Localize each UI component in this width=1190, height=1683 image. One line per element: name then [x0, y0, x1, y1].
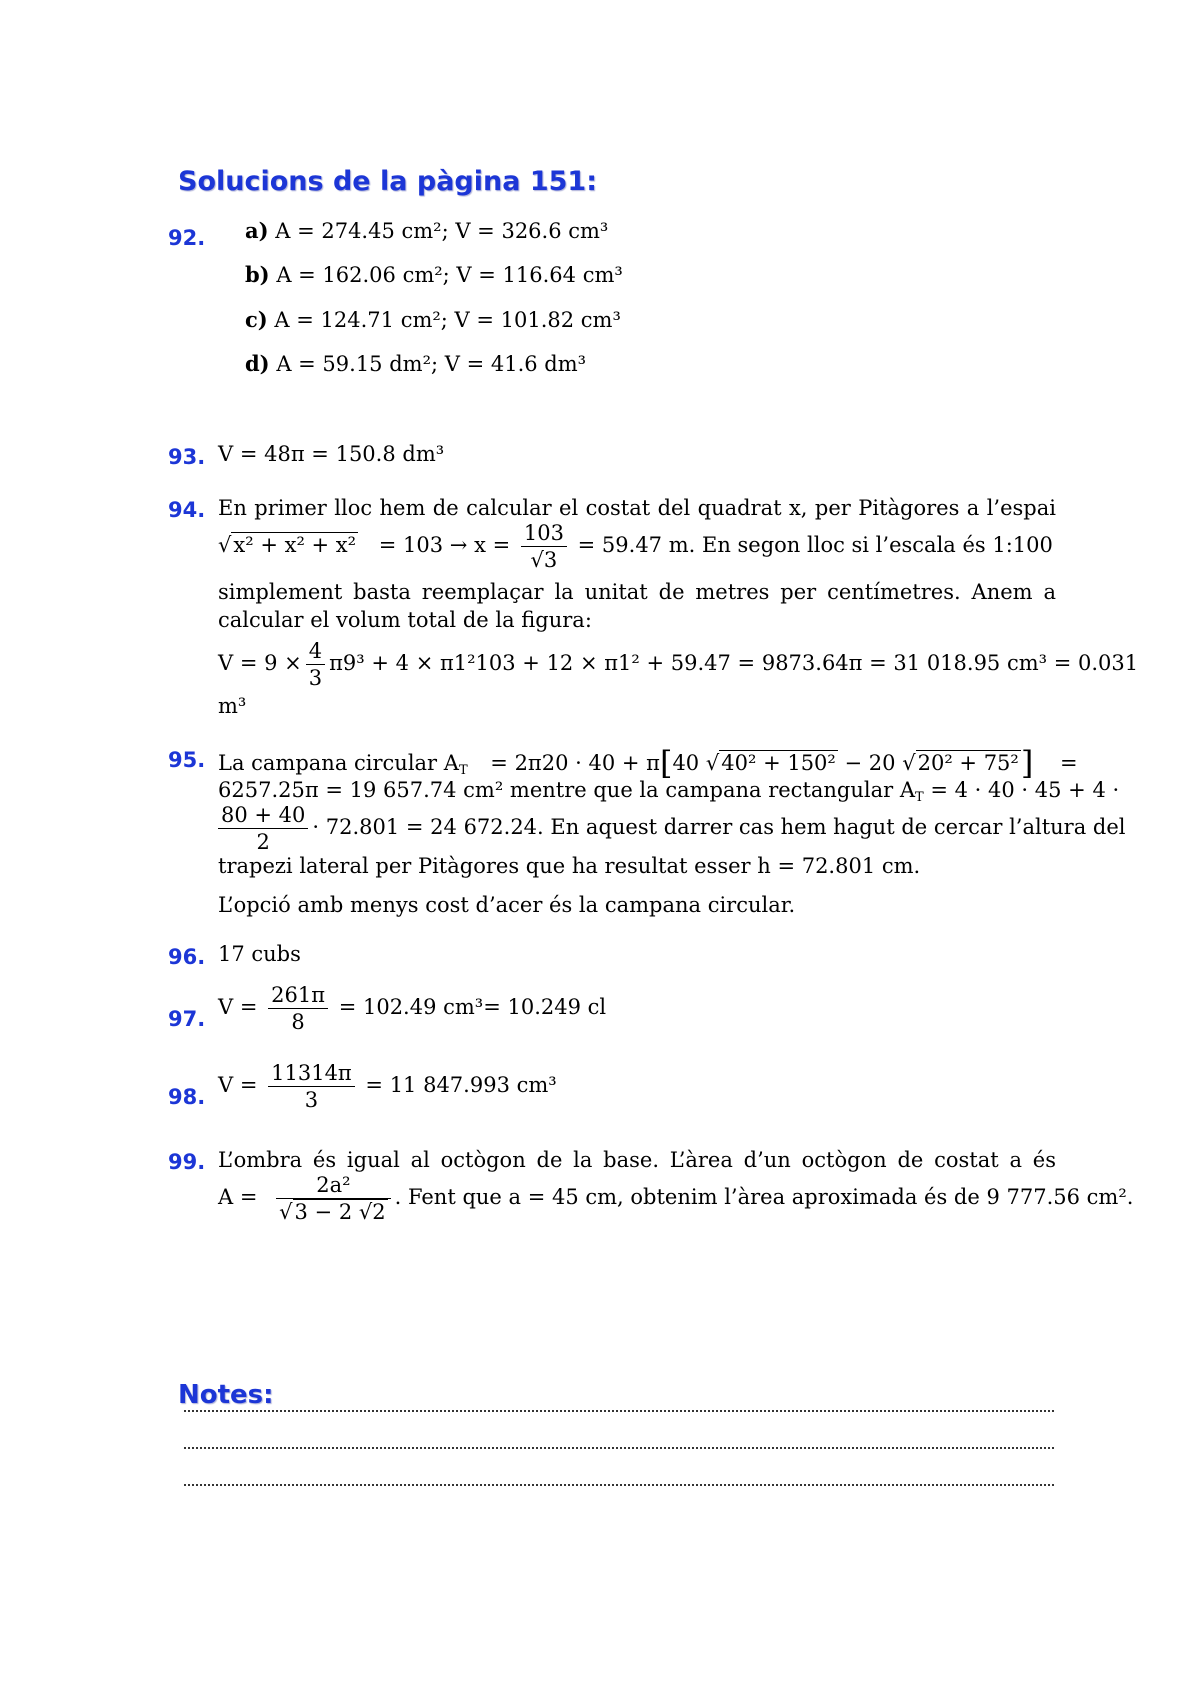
equation-part: 40 [672, 751, 700, 775]
equation-part: V = [218, 995, 258, 1020]
equation-part: V = [218, 1073, 258, 1098]
answer-94-line2 [218, 522, 1053, 571]
answer-99-line2 [218, 1174, 1133, 1223]
equation-part: · 72.801 = 24 672.24. En aquest darrer cas hem hagut de cercar l’altura del [312, 815, 1126, 840]
answer-92c [245, 307, 621, 332]
answer-97 [218, 984, 606, 1033]
answer-96: 17 cubs [218, 942, 301, 966]
fraction: $\frac{4}{3}$ [306, 640, 325, 689]
answer-92d [245, 351, 586, 376]
answer-94-volume [218, 640, 1138, 689]
page-heading: Solucions de la pàgina 151: [178, 166, 598, 197]
exercise-number-95: 95. [168, 748, 206, 772]
equation-part: = 4 · 40 · 45 + 4 · [930, 778, 1120, 802]
exercise-number-96: 96. [168, 945, 206, 969]
item-letter: a) [245, 218, 269, 243]
exercise-number-98: 98. [168, 1085, 206, 1109]
equation-part: = [1060, 751, 1078, 775]
sqrt-expression: √x² + x² + x² [218, 533, 357, 558]
answer-92a [245, 218, 608, 243]
answer-92b [245, 262, 623, 287]
exercise-number-94: 94. [168, 498, 206, 522]
item-letter: b) [245, 262, 270, 287]
answer-94-line3: simplement basta reemplaçar la unitat de metres per centímetres. Anem a calcular el volum total de la figura: [218, 580, 1056, 632]
equation-part: V = 9 × [218, 651, 302, 676]
equation-part: A = [218, 1185, 258, 1210]
notes-line [184, 1447, 1054, 1449]
fraction: $\frac{\text{2a²}}{√3 - 2 √2}$ [276, 1174, 390, 1223]
equation-part: = 102.49 cm³= 10.249 cl [338, 995, 607, 1020]
answer-95-line1: La campana circular $A_T = 2\pi 20 \cdot 40 + \pi[40$ √40² + 150² − 20 √20² + 75²] = [218, 744, 1078, 782]
answer-text: A = 274.45 cm²; V = 326.6 cm³ [275, 219, 609, 243]
answer-99-line1: L’ombra és igual al octògon de la base. L’àrea d’un octògon de costat a és [218, 1148, 1056, 1172]
equation-part: = 2π20 · 40 + π [490, 751, 660, 775]
equation-part: = 11 847.993 cm³ [365, 1073, 557, 1098]
exercise-number-97: 97. [168, 1007, 206, 1031]
notes-heading: Notes: [178, 1380, 274, 1410]
answer-95-line2: 6257.25π = 19 657.74 cm² mentre que la campana rectangular $A_T = 4 \cdot 40 \cdot 45 + 4$ · [218, 778, 1120, 805]
exercise-number-93: 93. [168, 445, 206, 469]
equation-part: La campana circular A [218, 751, 459, 775]
answer-text: A = 124.71 cm²; V = 101.82 cm³ [274, 308, 621, 332]
item-letter: c) [245, 307, 268, 332]
answer-95-conclusion: L’opció amb menys cost d’acer és la campana circular. [218, 893, 796, 917]
answer-95-line4: trapezi lateral per Pitàgores que ha resultat esser h = 72.801 cm. [218, 854, 921, 878]
equation-part: . Fent que a = 45 cm, obtenim l’àrea aproximada és de 9 777.56 cm². [394, 1185, 1134, 1210]
answer-text: A = 59.15 dm²; V = 41.6 dm³ [276, 352, 587, 376]
equation-part: π9³ + 4 × π1²103 + 12 × π1² + 59.47 = 9873.64π = 31 018.95 cm³ = 0.031 [329, 651, 1139, 676]
fraction: $\frac{80 + 40}{2}$ [218, 804, 308, 853]
exercise-number-92: 92. [168, 226, 206, 250]
notes-line [184, 1410, 1054, 1412]
exercise-number-99: 99. [168, 1150, 206, 1174]
answer-95-line3 [214, 804, 1126, 853]
equation-part: − 20 [844, 751, 896, 775]
equation-part: = 59.47 m. En segon lloc si l’escala és 1:100 [577, 533, 1053, 558]
fraction: $\frac{103}{√3}$ [521, 522, 567, 571]
answer-94-line1: En primer lloc hem de calcular el costat del quadrat x, per Pitàgores a l’espai [218, 496, 1056, 520]
answer-98 [218, 1062, 557, 1111]
notes-line [184, 1484, 1054, 1486]
equation-part: 6257.25π = 19 657.74 cm² mentre que la campana rectangular A [218, 778, 916, 802]
item-letter: d) [245, 351, 270, 376]
fraction: $\frac{261\pi}{8}$ [268, 984, 328, 1033]
answer-93: V = 48π = 150.8 dm³ [218, 442, 445, 466]
answer-94-unit: m³ [218, 694, 247, 718]
equation-part: = 103 → x = [378, 533, 511, 558]
answer-text: A = 162.06 cm²; V = 116.64 cm³ [276, 263, 623, 287]
fraction: $\frac{11314\pi}{3}$ [268, 1062, 355, 1111]
